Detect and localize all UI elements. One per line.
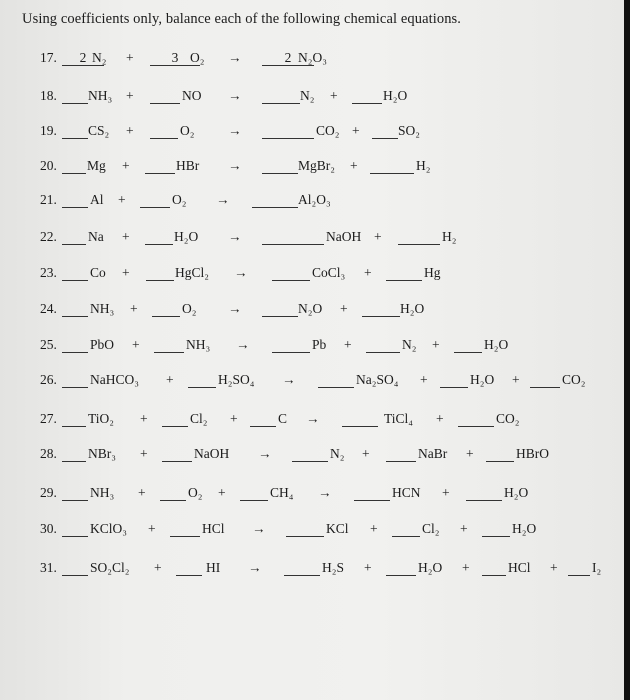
coefficient-blank[interactable] [454,337,482,353]
coefficient-blank[interactable] [292,446,328,462]
equation-row [0,485,630,511]
coefficient-blank[interactable] [318,372,354,388]
plus-sign: + [362,446,370,461]
plus-sign: + [148,521,156,536]
coefficient-blank[interactable] [145,158,175,174]
problem-number: 30. [40,521,57,536]
coefficient-blank[interactable] [530,372,560,388]
chemical-formula: HCl [508,560,531,575]
equation-row [0,301,630,327]
plus-sign: + [350,158,358,173]
chemical-formula: Co [90,265,106,280]
coefficient-blank[interactable] [466,485,502,501]
chemical-formula: H₂O [484,337,509,352]
chemical-formula: CoCl₃ [312,265,346,280]
coefficient-blank[interactable]: 2 [62,50,104,66]
coefficient-blank[interactable] [188,372,216,388]
plus-sign: + [364,265,372,280]
chemical-formula: CO₂ [496,411,520,426]
chemical-formula: CO₂ [562,372,586,387]
coefficient-blank[interactable] [284,560,320,576]
reaction-arrow: → [236,337,250,352]
equation-row [0,560,630,586]
coefficient-blank[interactable] [372,123,398,139]
coefficient-blank[interactable] [272,337,310,353]
coefficient-blank[interactable] [62,229,86,245]
chemical-formula: H₂O [383,88,408,103]
reaction-arrow: → [228,301,242,316]
plus-sign: + [364,560,372,575]
chemical-formula: HBrO [516,446,549,461]
chemical-formula: Pb [312,337,327,352]
chemical-formula: SO₂Cl₂ [90,560,130,575]
coefficient-blank[interactable] [262,229,324,245]
coefficient-blank[interactable] [62,560,88,576]
coefficient-blank[interactable] [386,265,422,281]
plus-sign: + [140,446,148,461]
chemical-formula: Mg [87,158,106,173]
plus-sign: + [122,229,130,244]
coefficient-blank[interactable] [62,192,88,208]
coefficient-blank[interactable] [150,88,180,104]
coefficient-blank[interactable] [62,372,88,388]
equation-row [0,411,630,437]
plus-sign: + [462,560,470,575]
equation-row [0,158,630,184]
equation-row [0,229,630,255]
chemical-formula: H₂O [504,485,529,500]
coefficient-blank[interactable]: 2 [262,50,314,66]
coefficient-blank[interactable] [386,446,416,462]
reaction-arrow: → [228,88,242,103]
chemical-formula: H₂O [470,372,495,387]
coefficient-blank[interactable] [62,123,88,139]
chemical-formula: Cl₂ [190,411,208,426]
chemical-formula: N₂ [92,50,107,65]
plus-sign: + [130,301,138,316]
coefficient-blank[interactable] [262,123,314,139]
chemical-formula: HCN [392,485,421,500]
plus-sign: + [460,521,468,536]
reaction-arrow: → [216,192,230,207]
chemical-formula: O₂ [182,301,197,316]
chemical-formula: Na [88,229,104,244]
problem-number: 28. [40,446,57,461]
coefficient-blank[interactable] [252,192,298,208]
equation-row [0,337,630,363]
chemical-formula: MgBr₂ [298,158,335,173]
equation-row [0,446,630,472]
problem-number: 23. [40,265,57,280]
coefficient-blank[interactable] [140,192,170,208]
coefficient-blank[interactable] [62,337,88,353]
chemical-formula: NBr₃ [88,446,116,461]
coefficient-blank[interactable] [568,560,590,576]
coefficient-blank[interactable] [392,521,420,537]
equation-row [0,50,630,76]
equation-row [0,123,630,149]
coefficient-blank[interactable] [366,337,400,353]
plus-sign: + [126,50,134,65]
problem-number: 27. [40,411,57,426]
problem-number: 31. [40,560,57,575]
coefficient-blank[interactable]: 3 [150,50,200,66]
coefficient-blank[interactable] [176,560,202,576]
reaction-arrow: → [228,123,242,138]
chemical-formula: H₂SO₄ [218,372,255,387]
plus-sign: + [432,337,440,352]
coefficient-blank[interactable] [370,158,414,174]
problem-number: 24. [40,301,57,316]
reaction-arrow: → [282,372,296,387]
plus-sign: + [466,446,474,461]
coefficient-blank[interactable] [62,88,88,104]
reaction-arrow: → [228,50,242,65]
problem-number: 22. [40,229,57,244]
plus-sign: + [118,192,126,207]
coefficient-blank[interactable] [146,265,174,281]
chemical-formula: NaOH [194,446,230,461]
reaction-arrow: → [252,521,266,536]
equation-row [0,88,630,114]
chemical-formula: SO₂ [398,123,420,138]
reaction-arrow: → [248,560,262,575]
equation-row [0,265,630,291]
equation-row [0,372,630,398]
plus-sign: + [218,485,226,500]
plus-sign: + [436,411,444,426]
chemical-formula: HCl [202,521,225,536]
coefficient-blank[interactable] [62,521,88,537]
plus-sign: + [126,123,134,138]
plus-sign: + [344,337,352,352]
chemical-formula: N₂ [300,88,315,103]
coefficient-blank[interactable] [286,521,324,537]
coefficient-blank[interactable] [482,521,510,537]
chemical-formula: H₂O [400,301,425,316]
coefficient-blank[interactable] [62,301,88,317]
coefficient-blank[interactable] [152,301,180,317]
chemical-formula: TiCl₄ [384,411,413,426]
problem-number: 17. [40,50,57,65]
plus-sign: + [374,229,382,244]
coefficient-blank[interactable] [386,560,416,576]
coefficient-blank[interactable] [262,88,300,104]
reaction-arrow: → [228,158,242,173]
coefficient-blank[interactable] [440,372,468,388]
coefficient-blank[interactable] [162,411,188,427]
chemical-formula: Na₂SO₄ [356,372,399,387]
chemical-formula: Al [90,192,104,207]
chemical-formula: H₂S [322,560,344,575]
page-edge-shadow [624,0,630,700]
chemical-formula: CS₂ [88,123,110,138]
coefficient-blank[interactable] [342,411,378,427]
instructions-text: Using coefficients only, balance each of the following chemical equations. [22,11,462,27]
chemical-formula: NH₃ [90,485,115,500]
chemical-formula: CH₄ [270,485,294,500]
coefficient-blank[interactable] [62,446,86,462]
chemical-formula: NaHCO₃ [90,372,139,387]
plus-sign: + [550,560,558,575]
plus-sign: + [126,88,134,103]
chemical-formula: O₂ [190,50,205,65]
chemical-formula: Cl₂ [422,521,440,536]
coefficient-blank[interactable] [162,446,192,462]
reaction-arrow: → [234,265,248,280]
problem-number: 26. [40,372,57,387]
coefficient-blank[interactable] [262,301,298,317]
chemical-formula: NaOH [326,229,362,244]
coefficient-blank[interactable] [62,158,86,174]
chemical-formula: KClO₃ [90,521,127,536]
coefficient-blank[interactable] [62,265,88,281]
problem-number: 29. [40,485,57,500]
plus-sign: + [512,372,520,387]
coefficient-blank[interactable] [482,560,506,576]
chemical-formula: O₂ [180,123,195,138]
coefficient-blank[interactable] [262,158,298,174]
chemical-formula: H₂O [418,560,443,575]
coefficient-blank[interactable] [62,485,88,501]
chemical-formula: KCl [326,521,349,536]
coefficient-blank[interactable] [145,229,173,245]
chemical-formula: N₂ [402,337,417,352]
chemical-formula: H₂ [416,158,431,173]
problem-number: 25. [40,337,57,352]
chemical-formula: NaBr [418,446,448,461]
chemical-formula: N₂O₃ [298,50,327,65]
chemical-formula: I₂ [592,560,602,575]
reaction-arrow: → [228,229,242,244]
plus-sign: + [352,123,360,138]
chemical-formula: N₂O [298,301,323,316]
coefficient-blank[interactable] [150,123,178,139]
plus-sign: + [420,372,428,387]
coefficient-blank[interactable] [362,301,400,317]
chemical-formula: NH₃ [90,301,115,316]
equation-row [0,521,630,547]
reaction-arrow: → [318,485,332,500]
chemical-formula: NH₃ [186,337,211,352]
chemical-formula: HI [206,560,221,575]
chemical-formula: NO [182,88,202,103]
coefficient-blank[interactable] [170,521,200,537]
problem-number: 21. [40,192,57,207]
plus-sign: + [370,521,378,536]
plus-sign: + [140,411,148,426]
plus-sign: + [330,88,338,103]
plus-sign: + [230,411,238,426]
problem-number: 19. [40,123,57,138]
chemical-formula: HBr [176,158,200,173]
reaction-arrow: → [258,446,272,461]
chemical-formula: O₂ [172,192,187,207]
plus-sign: + [154,560,162,575]
plus-sign: + [122,265,130,280]
coefficient-blank[interactable] [250,411,276,427]
chemical-formula: HgCl₂ [175,265,209,280]
chemical-formula: H₂O [512,521,537,536]
chemical-formula: Al₂O₃ [298,192,331,207]
coefficient-blank[interactable] [398,229,440,245]
chemical-formula: H₂O [174,229,199,244]
reaction-arrow: → [306,411,320,426]
problem-number: 20. [40,158,57,173]
plus-sign: + [166,372,174,387]
chemical-formula: CO₂ [316,123,340,138]
coefficient-blank[interactable] [62,411,86,427]
chemical-formula: TiO₂ [88,411,114,426]
problem-number: 18. [40,88,57,103]
coefficient-blank[interactable] [354,485,390,501]
plus-sign: + [340,301,348,316]
coefficient-blank[interactable] [272,265,310,281]
plus-sign: + [122,158,130,173]
plus-sign: + [132,337,140,352]
plus-sign: + [442,485,450,500]
coefficient-blank[interactable] [458,411,494,427]
chemical-formula: Hg [424,265,441,280]
chemical-formula: N₂ [330,446,345,461]
chemical-formula: H₂ [442,229,457,244]
plus-sign: + [138,485,146,500]
coefficient-blank[interactable] [154,337,184,353]
coefficient-blank[interactable] [486,446,514,462]
equation-row [0,192,630,218]
chemical-formula: PbO [90,337,115,352]
chemical-formula: O₂ [188,485,203,500]
coefficient-blank[interactable] [240,485,268,501]
chemical-formula: NH₃ [88,88,113,103]
coefficient-blank[interactable] [352,88,382,104]
coefficient-blank[interactable] [160,485,186,501]
chemical-formula: C [278,411,288,426]
